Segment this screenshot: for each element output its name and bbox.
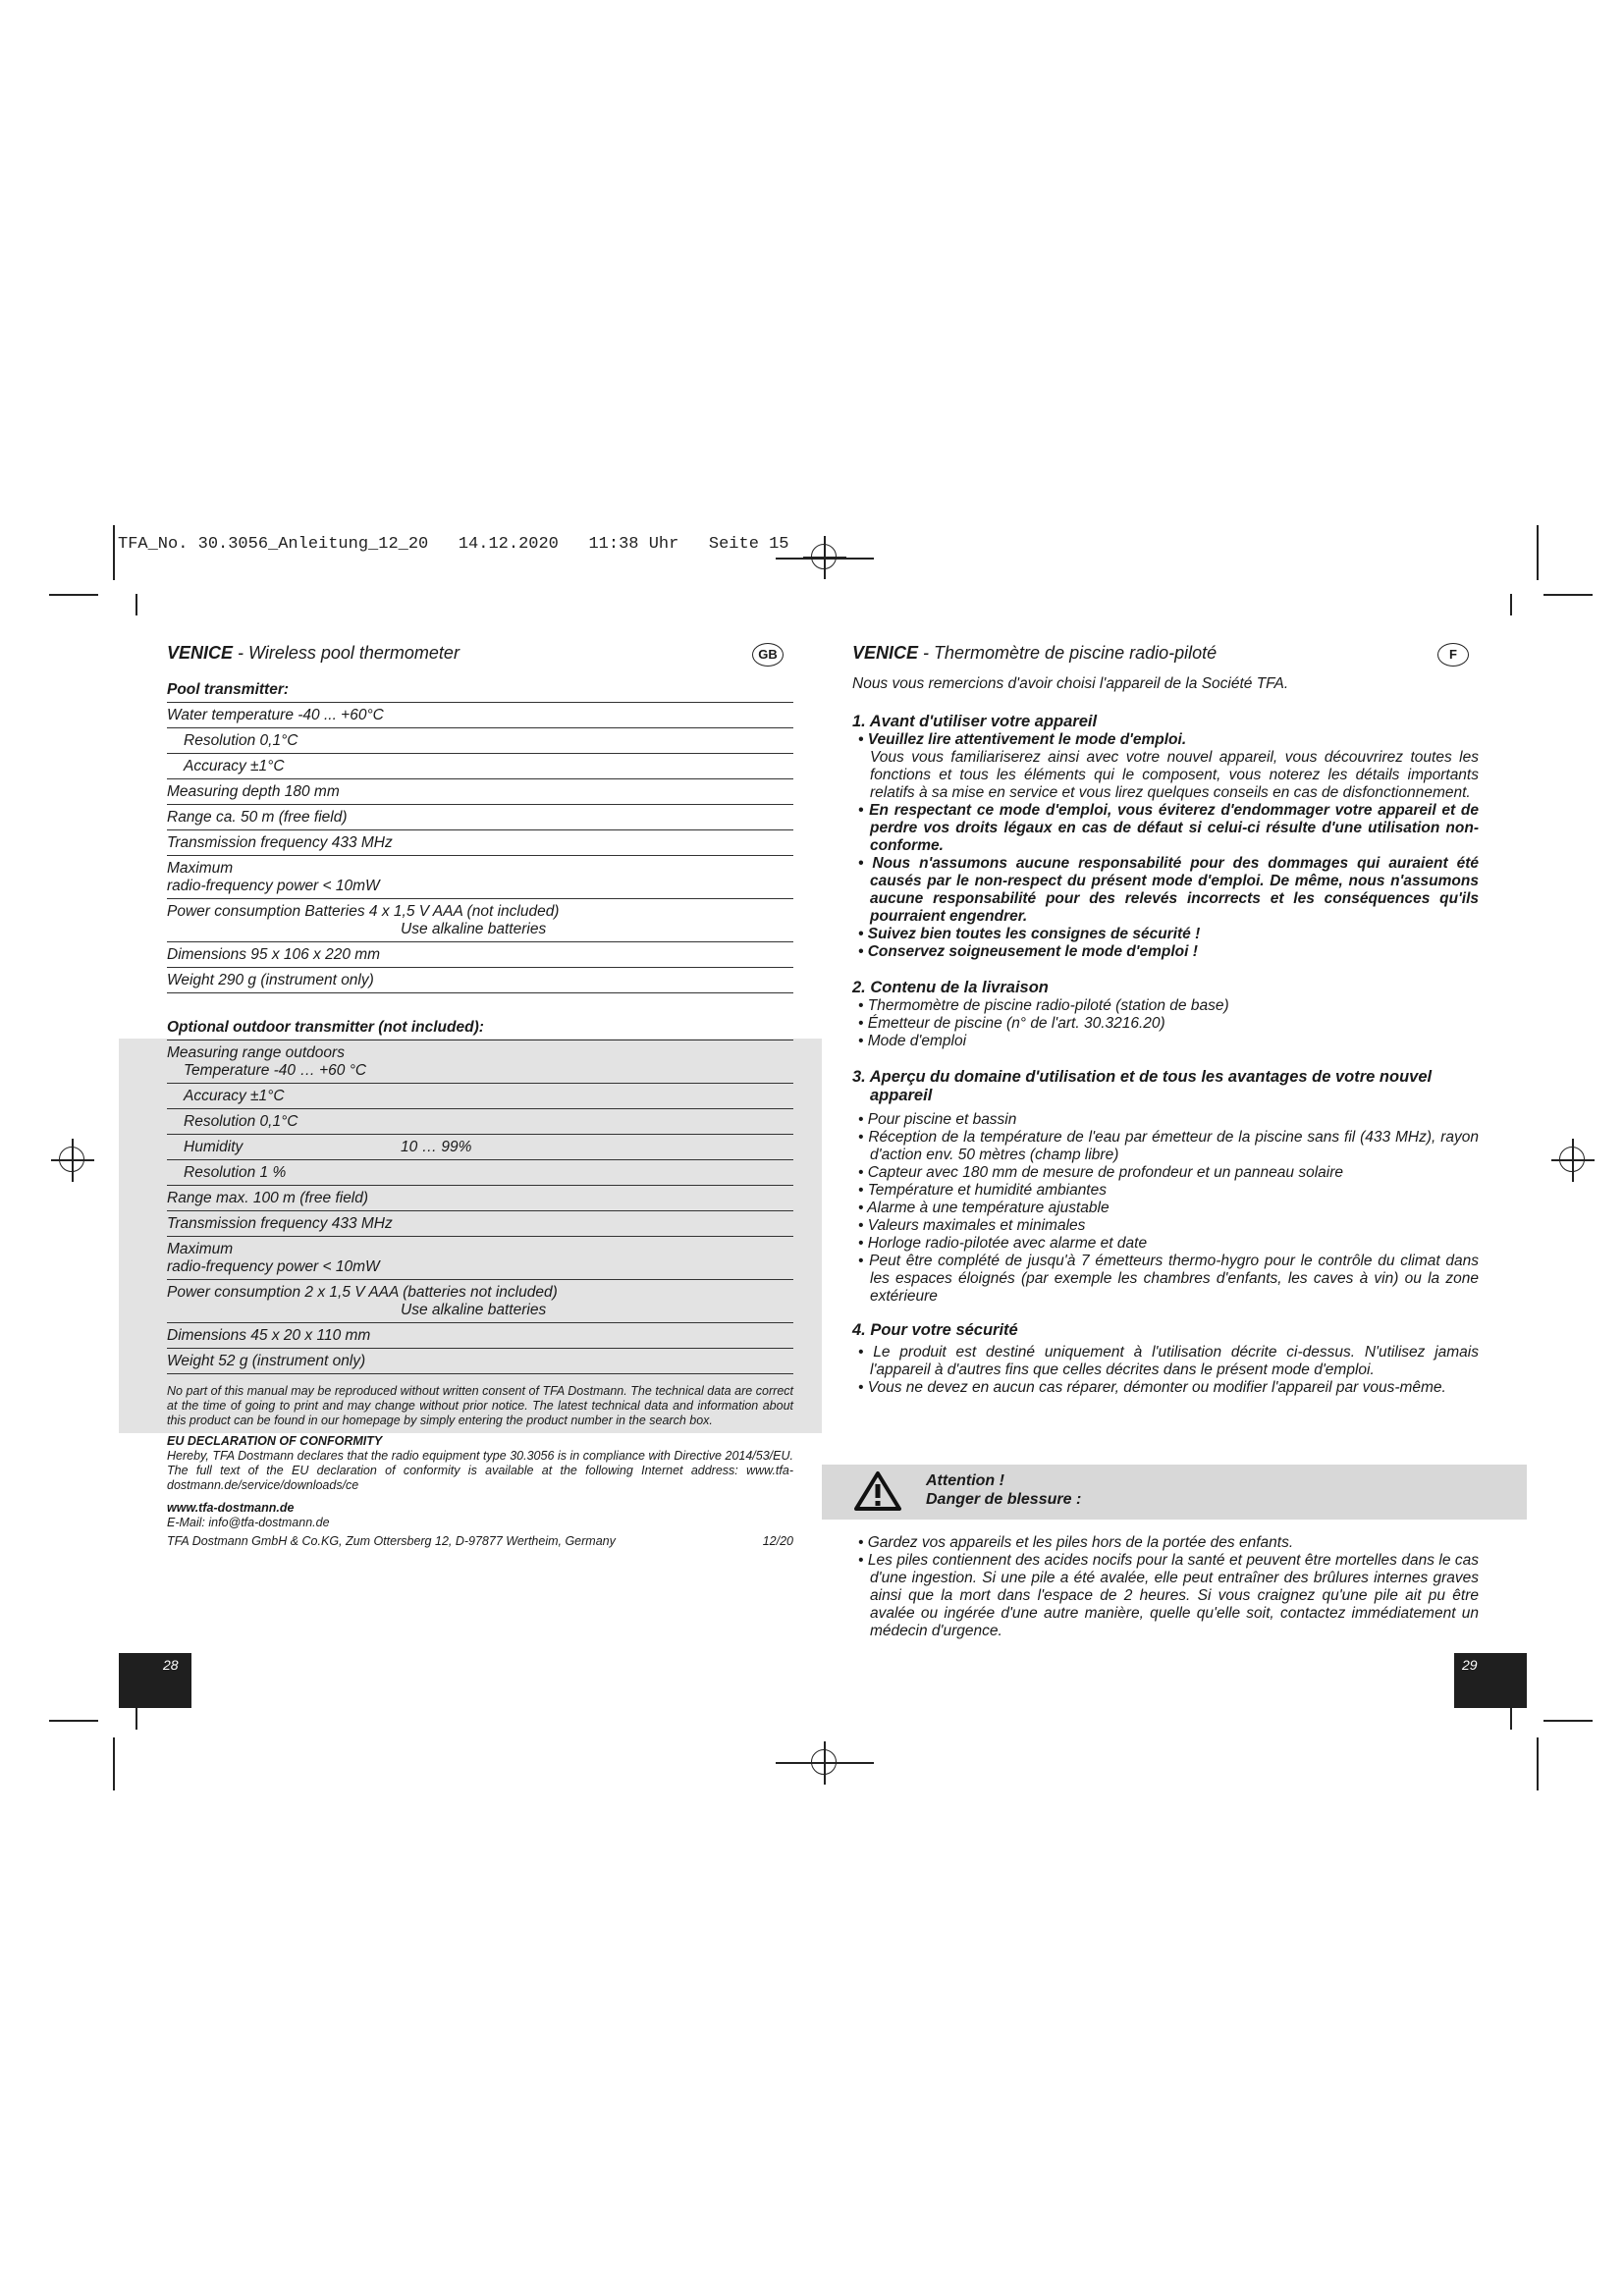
spec-row: Maximum radio-frequency power < 10mW [167, 856, 793, 899]
email-address[interactable]: E-Mail: info@tfa-dostmann.de [167, 1516, 330, 1529]
company-address: TFA Dostmann GmbH & Co.KG, Zum Ottersberg 12, D-97877 Wertheim, Germany 12/20 [167, 1534, 793, 1548]
list-item: • Conservez soigneusement le mode d'emploi ! [858, 943, 1198, 960]
spec-row: Accuracy ±1°C [167, 1084, 793, 1109]
registration-mark-right [1551, 1139, 1595, 1182]
spec-row: Water temperature -40 ... +60°C [167, 703, 793, 728]
list-item: • Nous n'assumons aucune responsabilité pour des dommages qui auraient été causés par le non-respect du présent mode d'emploi. De même, nous n'assumons aucune responsabilité pour des relevés incorrects et les conséquences qu'ils pourraient engendrer. [858, 855, 1479, 925]
list-item: • Réception de la température de l'eau par émetteur de la piscine sans fil (433 MHz), rayon d'action env. 50 mètres (champ libre) [858, 1129, 1479, 1163]
list-item: • Mode d'emploi [858, 1033, 967, 1049]
disclaimer: No part of this manual may be reproduced without written consent of TFA Dostmann. The technical data are correct at the time of going to print and may change without prior notice. The latest technical data and information about this product can be found in our homepage by simply entering the product number in the search box. [167, 1384, 793, 1427]
eu-declaration-text: Hereby, TFA Dostmann declares that the radio equipment type 30.3056 is in compliance with Directive 2014/53/EU. The full text of the EU declaration of conformity is available at the following Internet address: www.tfa-dostmann.de/service/downloads/ce [167, 1449, 793, 1492]
spec-row: Weight 52 g (instrument only) [167, 1349, 793, 1374]
spec-row: Range max. 100 m (free field) [167, 1186, 793, 1211]
spec-row: Dimensions 95 x 106 x 220 mm [167, 942, 793, 968]
list-item: • Pour piscine et bassin [858, 1111, 1017, 1128]
section-heading: 3. Aperçu du domaine d'utilisation et de tous les avantages de votre nouvel appareil [852, 1068, 1433, 1104]
registration-mark-top [803, 536, 846, 579]
safety-list [852, 1534, 1479, 1640]
spec-row: Resolution 0,1°C [167, 728, 793, 754]
list-item: • En respectant ce mode d'emploi, vous éviterez d'endommager votre appareil et de perdre vos droits légaux en cas de défaut si celui-ci résulte d'une utilisation non-conforme. [858, 802, 1479, 854]
language-badge-f: F [1437, 643, 1469, 667]
section-heading: 4. Pour votre sécurité [852, 1321, 1018, 1339]
outdoor-transmitter-specs [167, 1015, 793, 1374]
list-item: • Veuillez lire attentivement le mode d'emploi. [858, 731, 1187, 748]
spec-row: Transmission frequency 433 MHz [167, 830, 793, 856]
section-heading: 2. Contenu de la livraison [852, 979, 1049, 996]
spec-row: Power consumption 2 x 1,5 V AAA (batteries not included) Use alkaline batteries [167, 1280, 793, 1323]
spec-row: Accuracy ±1°C [167, 754, 793, 779]
list-item: • Valeurs maximales et minimales [858, 1217, 1086, 1234]
list-item: • Peut être complété de jusqu'à 7 émetteurs thermo-hygro pour le contrôle du climat dans les espaces éloignés (par exemple les chambres d'enfants, les caves à vin) ou la zone extérieure [858, 1253, 1479, 1305]
list-item: • Les piles contiennent des acides nocifs pour la santé et peuvent être mortelles dans le cas d'une ingestion. Si une pile a été avalée, elle peut entraîner des brûlures internes graves ainsi que la mort dans l'espace de 2 heures. Si vous craignez qu'une pile ait pu être avalée ou ingérée d'une autre manière, quelle qu'elle soit, contactez immédiatement un médecin d'urgence. [858, 1552, 1479, 1639]
spec-row: Weight 290 g (instrument only) [167, 968, 793, 993]
attention-subtitle: Danger de blessure : [926, 1491, 1082, 1508]
spec-row: Measuring range outdoors Temperature -40 … +60 °C [167, 1041, 793, 1084]
warning-icon [853, 1470, 902, 1512]
spec-row: Humidity 10 … 99% [167, 1135, 793, 1160]
spec-row: Measuring depth 180 mm [167, 779, 793, 805]
spec-heading: Optional outdoor transmitter (not included): [167, 1015, 793, 1041]
eu-declaration-heading: EU DECLARATION OF CONFORMITY [167, 1434, 383, 1448]
list-item: • Température et humidité ambiantes [858, 1182, 1107, 1199]
spec-row: Resolution 1 % [167, 1160, 793, 1186]
paragraph: Vous vous familiariserez ainsi avec votre nouvel appareil, vous découvrirez toutes les fonctions et tous les éléments qui le composent, vous noterez les détails importants relatifs à sa mise en service et vous lirez quelques conseils en cas de disfonctionnement. [870, 749, 1479, 801]
left-page [167, 643, 793, 1549]
list-item: • Le produit est destiné uniquement à l'utilisation décrite ci-dessus. N'utilisez jamais l'appareil à d'autres fins que celles décrites dans le présent mode d'emploi. [858, 1344, 1479, 1378]
list-item: • Gardez vos appareils et les piles hors de la portée des enfants. [858, 1534, 1294, 1551]
pool-transmitter-specs [167, 677, 793, 993]
list-item: • Alarme à une température ajustable [858, 1200, 1110, 1216]
left-page-title: VENICE - Wireless pool thermometer [167, 643, 460, 663]
spec-row: Resolution 0,1°C [167, 1109, 793, 1135]
list-item: • Capteur avec 180 mm de mesure de profondeur et un panneau solaire [858, 1164, 1343, 1181]
spec-row: Maximum radio-frequency power < 10mW [167, 1237, 793, 1280]
right-page-title: VENICE - Thermomètre de piscine radio-piloté [852, 643, 1218, 663]
list-item: • Horloge radio-pilotée avec alarme et date [858, 1235, 1148, 1252]
language-badge-gb: GB [752, 643, 784, 667]
spec-row: Range ca. 50 m (free field) [167, 805, 793, 830]
section-heading: 1. Avant d'utiliser votre appareil [852, 713, 1098, 730]
print-slug: TFA_No. 30.3056_Anleitung_12_20 14.12.2020 11:38 Uhr Seite 15 [118, 535, 789, 554]
list-item: • Thermomètre de piscine radio-piloté (station de base) [858, 997, 1229, 1014]
spec-row: Dimensions 45 x 20 x 110 mm [167, 1323, 793, 1349]
registration-mark-bottom [803, 1741, 846, 1785]
right-page [852, 643, 1479, 1397]
list-item: • Vous ne devez en aucun cas réparer, démonter ou modifier l'appareil par vous-même. [858, 1379, 1446, 1396]
list-item: • Émetteur de piscine (n° de l'art. 30.3216.20) [858, 1015, 1165, 1032]
website-link[interactable]: www.tfa-dostmann.de [167, 1501, 295, 1515]
registration-mark-left [51, 1139, 94, 1182]
spec-row: Transmission frequency 433 MHz [167, 1211, 793, 1237]
attention-box [822, 1465, 1527, 1520]
list-item: • Suivez bien toutes les consignes de sécurité ! [858, 926, 1201, 942]
attention-title: Attention ! [926, 1472, 1004, 1489]
page-number-left: 28 [119, 1653, 191, 1708]
version-code: 12/20 [762, 1534, 793, 1548]
intro-text: Nous vous remercions d'avoir choisi l'appareil de la Société TFA. [852, 675, 1289, 692]
spec-row: Power consumption Batteries 4 x 1,5 V AAA (not included) Use alkaline batteries [167, 899, 793, 942]
page-number-right: 29 [1454, 1653, 1527, 1708]
spec-heading: Pool transmitter: [167, 677, 793, 703]
